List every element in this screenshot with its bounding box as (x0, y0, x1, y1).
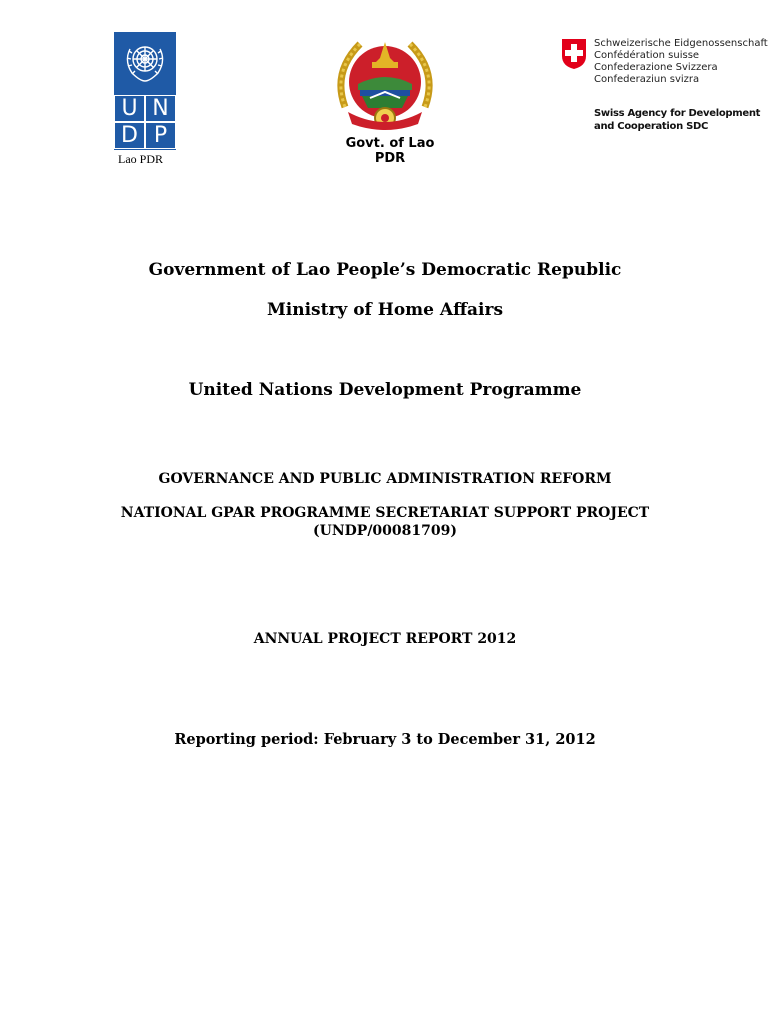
reporting-period: Reporting period: February 3 to December 31, 2012 (174, 731, 596, 748)
swiss-line-german: Schweizerische Eidgenossenschaft (594, 38, 768, 49)
lao-government-caption-line1: Govt. of Lao (345, 136, 435, 151)
undp-caption: Lao PDR (118, 152, 163, 166)
sdc-agency-line2: and Cooperation SDC (594, 121, 709, 132)
undp-logo (114, 32, 176, 150)
swiss-line-italian: Confederazione Svizzera (594, 62, 718, 73)
undp-letter-u: U (114, 95, 145, 122)
ministry-title: Ministry of Home Affairs (266, 300, 504, 320)
government-title: Government of Lao People’s Democratic Republic (148, 260, 622, 280)
swiss-shield-icon (561, 38, 587, 70)
lao-government-caption (330, 136, 450, 166)
undp-letter-p: P (145, 122, 176, 149)
swiss-confederation-names (594, 38, 768, 86)
lao-national-emblem-icon (330, 32, 440, 132)
undp-letter-n: N (145, 95, 176, 122)
un-emblem-icon (120, 37, 170, 87)
sdc-agency-line1: Swiss Agency for Development (594, 108, 761, 119)
lao-government-caption-line2: PDR (374, 151, 406, 166)
undp-letter-d: D (114, 122, 145, 149)
swiss-line-french: Confédération suisse (594, 50, 700, 61)
swiss-line-romansh: Confederaziun svizra (594, 74, 700, 85)
report-title: ANNUAL PROJECT REPORT 2012 (253, 631, 517, 647)
un-programme-title: United Nations Development Programme (188, 380, 582, 400)
project-name: NATIONAL GPAR PROGRAMME SECRETARIAT SUPPORT PROJECT (120, 505, 650, 521)
project-id: (UNDP/00081709) (313, 523, 457, 539)
sdc-agency-name (594, 107, 760, 133)
gpar-heading: GOVERNANCE AND PUBLIC ADMINISTRATION REFORM (158, 471, 612, 487)
